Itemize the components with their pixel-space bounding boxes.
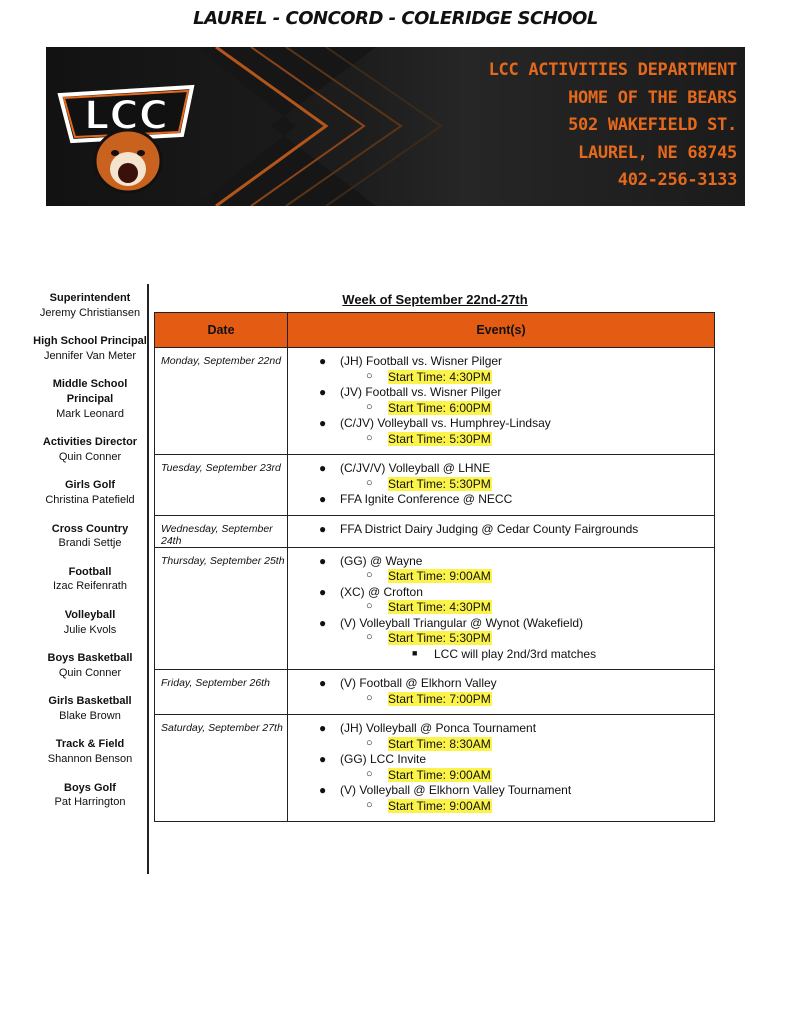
start-time-highlight: Start Time: 7:00PM — [388, 691, 491, 706]
event-note-text: LCC will play 2nd/3rd matches — [434, 646, 597, 661]
staff-name: Mark Leonard — [56, 407, 124, 420]
staff-name: Shannon Benson — [47, 753, 133, 766]
staff-entry — [30, 737, 150, 766]
date-column-header: Date — [155, 313, 288, 348]
staff-role: Track & Field — [55, 738, 125, 751]
staff-entry — [30, 781, 150, 810]
bullet-icon: ● — [319, 553, 327, 568]
bullet-icon: ● — [319, 461, 327, 475]
start-time-highlight: Start Time: 5:30PM — [388, 631, 491, 645]
table-row — [155, 547, 715, 670]
event-time — [288, 401, 714, 417]
week-title: Week of September 22nd-27th — [342, 292, 528, 307]
department-name: LCC ACTIVITIES DEPARTMENT — [488, 60, 737, 80]
bullet-icon: ● — [319, 416, 327, 430]
event-item — [288, 676, 714, 692]
day-date: Wednesday, September 24th — [155, 515, 288, 547]
event-item — [288, 721, 714, 737]
start-time-highlight: Start Time: 4:30PM — [388, 369, 491, 384]
column-divider — [147, 284, 149, 874]
bullet-icon: ● — [319, 492, 327, 506]
department-tagline: HOME OF THE BEARS — [568, 87, 737, 108]
staff-role: Girls Golf — [64, 479, 116, 492]
event-text: (V) Football @ Elkhorn Valley — [340, 676, 497, 690]
staff-entry — [30, 291, 150, 320]
circle-bullet-icon: ○ — [366, 736, 373, 749]
department-info — [489, 57, 737, 195]
event-item — [288, 554, 714, 570]
staff-role: Football — [68, 565, 112, 578]
circle-bullet-icon: ○ — [366, 600, 373, 612]
circle-bullet-icon: ○ — [366, 569, 373, 581]
table-row — [155, 348, 715, 455]
staff-entry — [30, 435, 150, 464]
staff-role: Boys Basketball — [47, 652, 133, 665]
circle-bullet-icon: ○ — [366, 691, 373, 704]
event-text: (GG) @ Wayne — [340, 553, 423, 568]
staff-entry — [30, 565, 150, 594]
bullet-icon: ● — [319, 783, 327, 797]
bullet-icon: ● — [319, 615, 327, 630]
event-item — [288, 783, 714, 799]
event-text: (JH) Volleyball @ Ponca Tournament — [340, 721, 537, 735]
department-street: 502 WAKEFIELD ST. — [568, 115, 737, 135]
staff-entry — [30, 694, 150, 723]
staff-entry — [30, 334, 150, 363]
event-text: FFA Ignite Conference @ NECC — [340, 492, 513, 506]
event-text: (C/JV/V) Volleyball @ LHNE — [340, 461, 491, 475]
event-text: (V) Volleyball @ Elkhorn Valley Tournament — [340, 783, 572, 797]
event-text: (GG) LCC Invite — [340, 752, 427, 766]
department-banner — [46, 47, 745, 206]
start-time-highlight: Start Time: 4:30PM — [388, 600, 491, 614]
bullet-icon: ● — [319, 752, 327, 766]
bullet-icon: ● — [319, 354, 327, 368]
bullet-icon: ● — [319, 521, 327, 536]
event-time — [288, 477, 714, 493]
event-item — [288, 752, 714, 768]
event-time — [288, 737, 714, 753]
day-events — [288, 715, 715, 822]
event-time — [288, 692, 714, 708]
staff-name: Pat Harrington — [54, 796, 126, 809]
staff-entry — [30, 478, 150, 507]
circle-bullet-icon: ○ — [366, 767, 373, 780]
department-city: LAUREL, NE 68745 — [578, 142, 737, 163]
event-note — [288, 647, 714, 663]
staff-role: Volleyball — [64, 608, 116, 621]
staff-name: Jeremy Christiansen — [39, 306, 141, 319]
staff-entry — [30, 608, 150, 637]
table-row — [155, 455, 715, 516]
event-item — [288, 461, 714, 477]
circle-bullet-icon: ○ — [366, 798, 373, 811]
event-time — [288, 600, 714, 616]
staff-role: High School Principal — [33, 335, 147, 348]
circle-bullet-icon: ○ — [366, 631, 373, 643]
table-row — [155, 670, 715, 715]
event-time — [288, 432, 714, 448]
event-time — [288, 799, 714, 815]
event-item — [288, 616, 714, 632]
staff-name: Brandi Settje — [58, 537, 122, 550]
events-column-header: Event(s) — [288, 313, 715, 348]
staff-role: Girls Basketball — [48, 695, 132, 708]
circle-bullet-icon: ○ — [366, 476, 373, 489]
start-time-highlight: Start Time: 6:00PM — [388, 400, 491, 415]
event-item — [288, 385, 714, 401]
bullet-icon: ● — [319, 721, 327, 735]
day-date: Friday, September 26th — [155, 670, 288, 715]
start-time-highlight: Start Time: 8:30AM — [388, 736, 491, 751]
event-text: (C/JV) Volleyball vs. Humphrey-Lindsay — [340, 416, 551, 430]
day-events — [288, 547, 715, 670]
event-text: (JH) Football vs. Wisner Pilger — [340, 354, 503, 368]
day-date: Tuesday, September 23rd — [155, 455, 288, 516]
event-item — [288, 416, 714, 432]
start-time-highlight: Start Time: 9:00AM — [388, 569, 491, 583]
bullet-icon: ● — [319, 385, 327, 399]
circle-bullet-icon: ○ — [366, 400, 373, 413]
staff-role: Boys Golf — [64, 781, 116, 794]
school-title: LAUREL - CONCORD - COLERIDGE SCHOOL — [193, 8, 598, 29]
day-date: Thursday, September 25th — [155, 547, 288, 670]
day-events — [288, 348, 715, 455]
event-time — [288, 768, 714, 784]
svg-text:LCC: LCC — [83, 93, 169, 139]
bullet-icon: ● — [319, 584, 327, 599]
event-item — [288, 492, 714, 508]
event-item — [288, 585, 714, 601]
table-row — [155, 515, 715, 547]
event-item — [288, 354, 714, 370]
day-events — [288, 515, 715, 547]
staff-role: Activities Director — [42, 436, 138, 449]
event-item — [288, 522, 714, 538]
circle-bullet-icon: ○ — [366, 369, 373, 382]
staff-role: Superintendent — [49, 292, 131, 304]
start-time-highlight: Start Time: 9:00AM — [388, 767, 491, 782]
staff-name: Jennifer Van Meter — [43, 349, 137, 362]
square-bullet-icon: ■ — [412, 647, 418, 658]
staff-name: Quin Conner — [58, 666, 122, 679]
staff-role: Cross Country — [51, 522, 129, 535]
staff-name: Blake Brown — [59, 709, 121, 722]
start-time-highlight: Start Time: 5:30PM — [388, 476, 491, 491]
staff-name: Christina Patefield — [45, 493, 135, 506]
day-date: Saturday, September 27th — [155, 715, 288, 822]
staff-directory — [30, 291, 150, 824]
event-time — [288, 569, 714, 585]
schedule-table — [154, 312, 715, 822]
event-text: (XC) @ Crofton — [340, 584, 423, 599]
start-time-highlight: Start Time: 9:00AM — [388, 798, 491, 813]
event-time — [288, 631, 714, 647]
staff-entry — [30, 377, 150, 421]
staff-entry — [30, 522, 150, 551]
lcc-bear-logo — [54, 65, 200, 195]
event-text: (V) Volleyball Triangular @ Wynot (Wakefield) — [340, 615, 584, 630]
circle-bullet-icon: ○ — [366, 431, 373, 444]
day-events — [288, 670, 715, 715]
table-row — [155, 715, 715, 822]
staff-entry — [30, 651, 150, 680]
event-text: FFA District Dairy Judging @ Cedar County Fairgrounds — [340, 521, 639, 536]
day-events — [288, 455, 715, 516]
start-time-highlight: Start Time: 5:30PM — [388, 431, 491, 446]
department-phone: 402-256-3133 — [617, 170, 737, 190]
staff-role: Middle School Principal — [52, 378, 128, 405]
event-text: (JV) Football vs. Wisner Pilger — [340, 385, 502, 399]
staff-name: Julie Kvols — [63, 623, 117, 636]
day-date: Monday, September 22nd — [155, 348, 288, 455]
staff-name: Izac Reifenrath — [53, 580, 127, 593]
staff-name: Quin Conner — [58, 450, 122, 463]
bullet-icon: ● — [319, 676, 327, 690]
table-header-row — [155, 313, 715, 348]
event-time — [288, 370, 714, 386]
